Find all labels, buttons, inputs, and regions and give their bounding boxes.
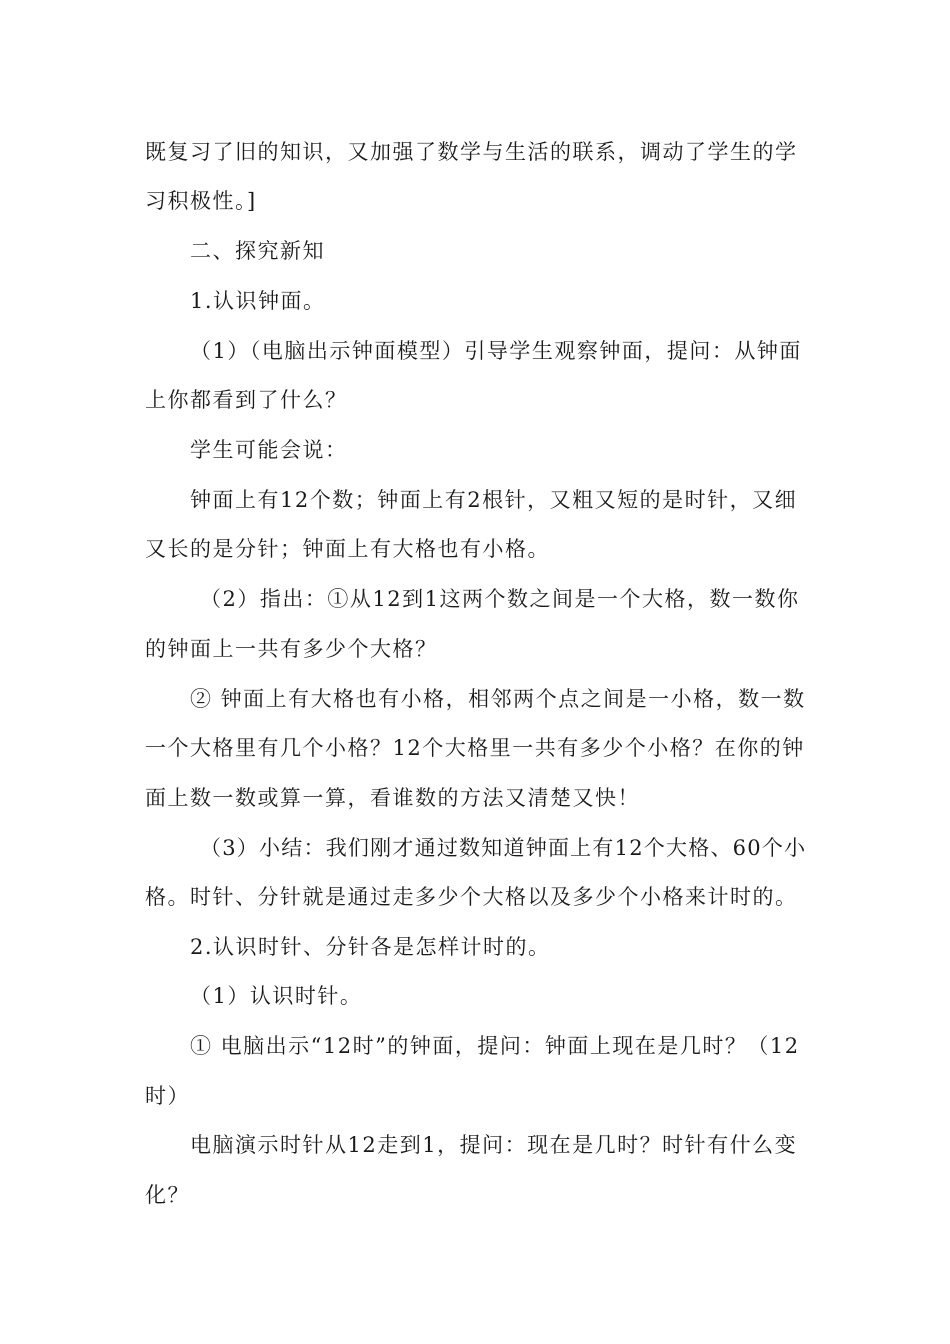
text-line: （1）（电脑出示钟面模型）引导学生观察钟面，提问：从钟面 — [190, 339, 802, 363]
text-line: （3）小结：我们刚才通过数知道钟面上有12个大格、60个小 — [200, 836, 807, 860]
text-line: 学生可能会说： — [190, 438, 348, 462]
text-line: 既复习了旧的知识，又加强了数学与生活的联系，调动了学生的学 — [145, 140, 798, 164]
text-line: 时） — [145, 1084, 190, 1108]
text-line: 的钟面上一共有多少个大格？ — [145, 637, 438, 661]
text-line: 又长的是分针；钟面上有大格也有小格。 — [145, 537, 550, 561]
text-line: 习积极性。] — [145, 189, 257, 213]
text-line: 面上数一数或算一算，看谁数的方法又清楚又快！ — [145, 786, 640, 810]
text-line: ② 钟面上有大格也有小格，相邻两个点之间是一小格，数一数 — [190, 687, 806, 711]
text-line: ① 电脑出示“12时”的钟面，提问：钟面上现在是几时？（12 — [190, 1034, 800, 1058]
text-line: （2）指出：①从12到1这两个数之间是一个大格，数一数你 — [200, 587, 800, 611]
subsection-heading: 1.认识钟面。 — [190, 289, 326, 313]
text-line: 上你都看到了什么？ — [145, 388, 348, 412]
text-line: 钟面上有12个数；钟面上有2根针，又粗又短的是时针，又细 — [190, 488, 798, 512]
text-line: 化？ — [145, 1183, 190, 1207]
section-heading: 二、探究新知 — [190, 239, 325, 263]
subsection-heading: 2.认识时针、分针各是怎样计时的。 — [190, 935, 551, 959]
text-line: 格。时针、分针就是通过走多少个大格以及多少个小格来计时的。 — [145, 885, 798, 909]
text-line: 一个大格里有几个小格？12个大格里一共有多少个小格？在你的钟 — [145, 736, 805, 760]
text-line: 电脑演示时针从12走到1，提问：现在是几时？时针有什么变 — [190, 1133, 798, 1157]
text-line: （1）认识时针。 — [190, 984, 363, 1008]
